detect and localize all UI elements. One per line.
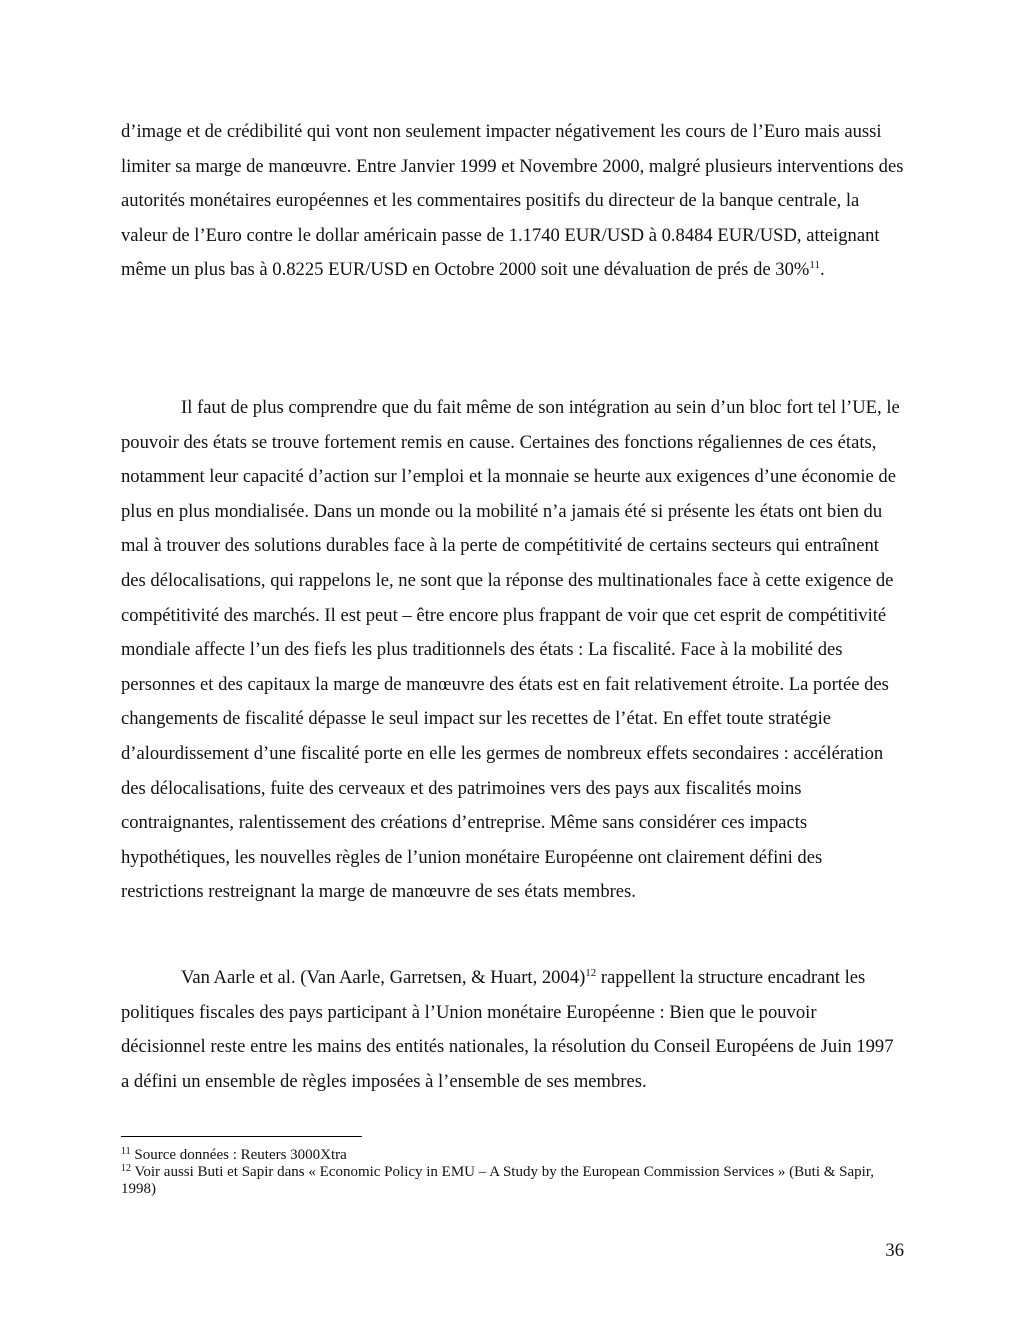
footnote-text: Voir aussi Buti et Sapir dans « Economic Policy in EMU – A Study by the European Commission Services » (Buti & Sapir, 1998) [121,1164,874,1197]
footnote-text: Source données : Reuters 3000Xtra [134,1147,347,1163]
paragraph-citation: Van Aarle et al. (Van Aarle, Garretsen, & Huart, 2004) [181,967,586,988]
paragraph-fiscal-rules [121,961,905,1099]
page-number: 36 [885,1240,904,1261]
footnote-11 [121,1147,905,1164]
paragraph-end-punctuation: . [819,259,825,281]
footnote-number: 12 [121,1163,131,1174]
paragraph-text: Il faut de plus comprendre que du fait même de son intégration au sein d’un bloc fort tel l’UE, le pouvoir des états se trouve fortement remis en cause. Certaines des fonctions régaliennes de ces états, notamment leur capacité d’action sur l’emploi et la monnaie se heurte aux exigences d’une économie de plus en plus mondialisée. Dans un monde ou la mobilité n’a jamais été si présente les états ont bien du mal à trouver des solutions durables face à la perte de compétitivité de certains secteurs qui entraînent des délocalisations, qui rappelons le, ne sont que la réponse des multinationales face à cette exigence de compétitivité des marchés. Il est peut – être encore plus frappant de voir que cet esprit de compétitivité mondiale affecte l’un des fiefs les plus traditionnels des états : La fiscalité. Face à la mobilité des personnes et des capitaux la marge de manœuvre des états est en fait relativement étroite. La portée des changements de fiscalité dépasse le seul impact sur les recettes de l’état. En effet toute stratégie d’alourdissement d’une fiscalité porte en elle les germes de nombreux effets secondaires : accélération des délocalisations, fuite des cerveaux et des patrimoines vers des pays aux fiscalités moins contraignantes, ralentissement des créations d’entreprise. Même sans considérer ces impacts hypothétiques, les nouvelles règles de l’union monétaire Européenne ont clairement défini des restrictions restreignant la marge de manœuvre de ses états membres. [121,397,900,903]
footnote-separator [121,1136,362,1137]
footnote-number: 11 [121,1146,131,1157]
footnotes [121,1147,905,1198]
footnote-ref-12[interactable]: 12 [585,967,597,979]
footnote-ref-11[interactable]: 11 [809,259,820,272]
paragraph-text: rappellent la structure encadrant les politiques fiscales des pays participant à l’Union monétaire Européenne : Bien que le pouvoir décisionnel reste entre les mains des entités nationales, la résolution du Conseil Européens de Juin 1997 a défini un ensemble de règles imposées à l’ensemble de ses membres. [121,967,894,1092]
paragraph-state-power [121,391,905,910]
paragraph-text: d’image et de crédibilité qui vont non seulement impacter négativement les cours de l’Euro mais aussi limiter sa marge de manœuvre. Entre Janvier 1999 et Novembre 2000, malgré plusieurs interventions des autorités monétaires européennes et les commentaires positifs du directeur de la banque centrale, la valeur de l’Euro contre le dollar américain passe de 1.1740 EUR/USD à 0.8484 EUR/USD, atteignant même un plus bas à 0.8225 EUR/USD en Octobre 2000 soit une dévaluation de prés de 30% [121,121,904,281]
footnote-12 [121,1164,905,1198]
paragraph-euro-devaluation [121,115,905,288]
